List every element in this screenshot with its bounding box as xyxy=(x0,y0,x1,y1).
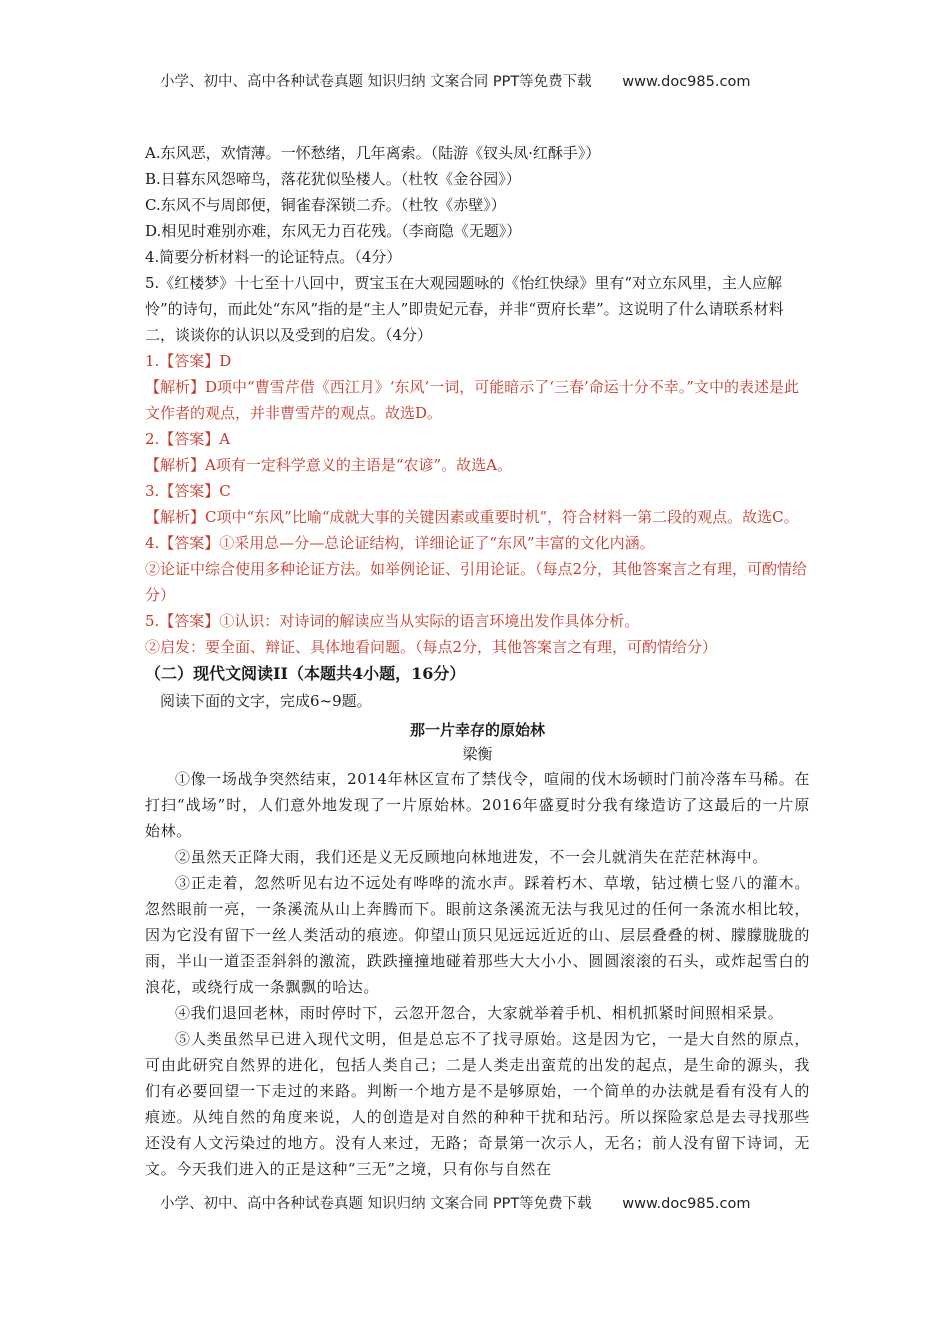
answer-2-label: 2.【答案】A xyxy=(145,430,231,448)
answer-2-analysis: 【解析】A项有一定科学意义的主语是“农谚”。故选A。 xyxy=(145,456,513,474)
option-d: D.相见时难别亦难，东风无力百花残。（李商隐《无题》） xyxy=(145,222,522,240)
page-footer xyxy=(160,1192,750,1213)
footer-site-link[interactable]: www.doc985.com xyxy=(622,1196,751,1212)
section-heading: （二）现代文阅读II（本题共4小题，16分） xyxy=(145,664,466,683)
header-site-link[interactable]: www.doc985.com xyxy=(622,74,751,90)
header-text: 小学、初中、高中各种试卷真题 知识归纳 文案合同 PPT等免费下载 xyxy=(160,74,592,90)
question-4: 4.简要分析材料一的论证特点。（4分） xyxy=(145,248,402,266)
answer-5-line1: 5.【答案】①认识：对诗词的解读应当从实际的语言环境出发作具体分析。 xyxy=(145,612,640,630)
answer-5-line2: ②启发：要全面、辩证、具体地看问题。（每点2分，其他答案言之有理，可酌情给分） xyxy=(145,638,718,656)
page-header xyxy=(160,70,750,91)
section-instruction: 阅读下面的文字，完成6~9题。 xyxy=(160,692,372,710)
paragraph-4: ④我们退回老林，雨时停时下，云忽开忽合，大家就举着手机、相机抓紧时间照相采景。 xyxy=(175,1004,784,1022)
answer-3-analysis: 【解析】C项中“东风”比喻“成就大事的关键因素或重要时机”，符合材料一第二段的观点。故选C。 xyxy=(145,508,799,526)
answer-1-analysis: 【解析】D项中“曹雪芹借《西江月》‘东风’一词，可能暗示了‘三春’命运十分不幸。”文中的表述是此文作者的观点，并非曹雪芹的观点。故选D。 xyxy=(145,378,799,422)
article-author: 梁衡 xyxy=(462,745,493,763)
paragraph-1: ①像一场战争突然结束，2014年林区宣布了禁伐令，喧闹的伐木场顿时门前冷落车马稀。在打扫“战场”时，人们意外地发现了一片原始林。2016年盛夏时分我有缘造访了这最后的一片原始林。 xyxy=(145,770,810,840)
paragraph-2: ②虽然天正降大雨，我们还是义无反顾地向林地进发，不一会儿就消失在茫茫林海中。 xyxy=(175,848,768,866)
paragraph-3: ③正走着，忽然听见右边不远处有哗哗的流水声。踩着朽木、草墩，钻过横七竖八的灌木。忽然眼前一亮，一条溪流从山上奔腾而下。眼前这条溪流无法与我见过的任何一条流水相比较，因为它没有留下一丝人类活动的痕迹。仰望山顶只见远远近近的山、层层叠叠的树、朦朦胧胧的雨，半山一道歪歪斜斜的激流，跌跌撞撞地碰着那些大大小小、圆圆滚滚的石头，或炸起雪白的浪花，或绕行成一条飘飘的哈达。 xyxy=(145,874,810,996)
article-title: 那一片幸存的原始林 xyxy=(409,721,545,739)
question-5: 5.《红楼梦》十七至十八回中，贾宝玉在大观园题咏的《怡红快绿》里有“对立东风里，主人应解怜”的诗句，而此处“东风”指的是“主人”即贵妃元春，并非“贾府长辈”。这说明了什么请联系材料二，谈谈你的认识以及受到的启发。（4分） xyxy=(145,274,784,344)
answer-1-label: 1.【答案】D xyxy=(145,352,232,370)
footer-text: 小学、初中、高中各种试卷真题 知识归纳 文案合同 PPT等免费下载 xyxy=(160,1196,592,1212)
answer-4-line1: 4.【答案】①采用总—分—总论证结构，详细论证了“东风”丰富的文化内涵。 xyxy=(145,534,655,552)
option-b: B.日暮东风怨啼鸟，落花犹似坠楼人。（杜牧《金谷园》） xyxy=(145,170,521,188)
option-c: C.东风不与周郎便，铜雀春深锁二乔。（杜牧《赤壁》） xyxy=(145,196,506,214)
paragraph-5: ⑤人类虽然早已进入现代文明，但是总忘不了找寻原始。这是因为它，一是大自然的原点，可由此研究自然界的进化，包括人类自己；二是人类走出蛮荒的出发的起点，是生命的源头，我们有必要回望一下走过的来路。判断一个地方是不是够原始，一个简单的办法就是看有没有人的痕迹。从纯自然的角度来说，人的创造是对自然的种种干扰和玷污。所以探险家总是去寻找那些还没有人文污染过的地方。没有人来过，无路；奇景第一次示人，无名；前人没有留下诗词，无文。今天我们进入的正是这种“三无”之境，只有你与自然在 xyxy=(145,1030,810,1178)
option-a: A.东风恶，欢情薄。一怀愁绪，几年离索。（陆游《钗头凤·红酥手》） xyxy=(145,144,601,162)
content xyxy=(145,140,810,1182)
answer-4-line2: ②论证中综合使用多种论证方法。如举例论证、引用论证。（每点2分，其他答案言之有理，可酌情给分） xyxy=(145,560,808,604)
answer-3-label: 3.【答案】C xyxy=(145,482,231,500)
